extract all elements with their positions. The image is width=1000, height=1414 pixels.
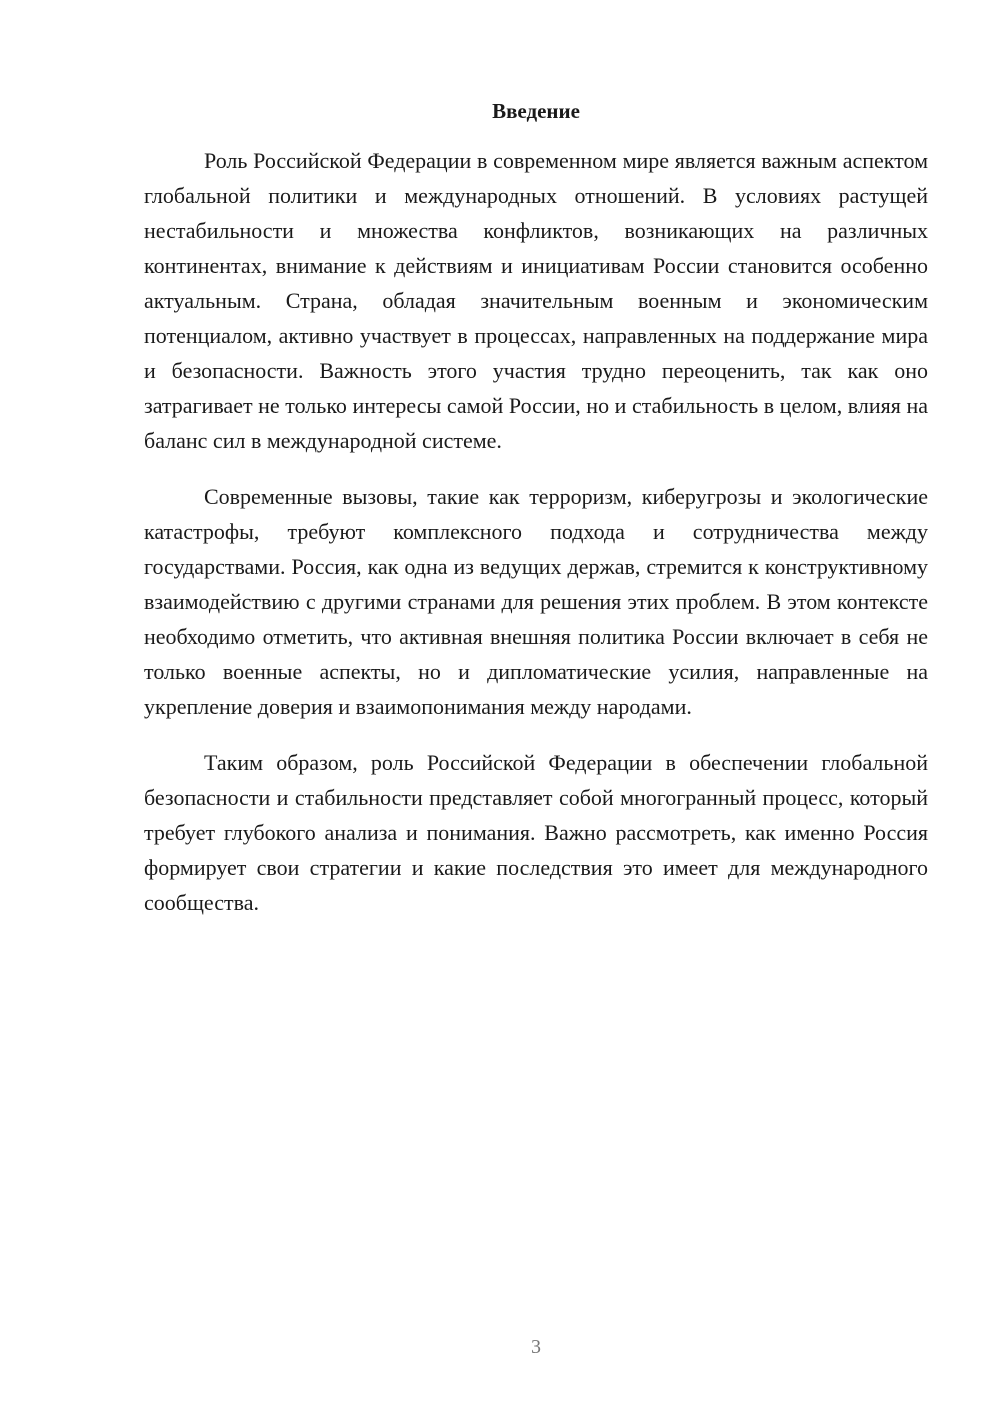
page-number: 3 [531,1336,541,1358]
paragraph-3: Таким образом, роль Российской Федерации в обеспечении глобальной безопасности и стабильности представляет собой многогранный процесс, который требует глубокого анализа и понимания. Важно рассмотреть, как именно Россия формирует свои стратегии и какие последствия это имеет для международного сообщества. [144,750,928,915]
body-text [144,143,928,941]
paragraph-2: Современные вызовы, такие как терроризм, киберугрозы и экологические катастрофы, требуют комплексного подхода и сотрудничества между государствами. Россия, как одна из ведущих держав, стремится к конструктивному взаимодействию с другими странами для решения этих проблем. В этом контексте необходимо отметить, что активная внешняя политика России включает в себя не только военные аспекты, но и дипломатические усилия, направленные на укрепление доверия и взаимопонимания между народами. [144,484,928,719]
section-heading: Введение [492,99,580,123]
paragraph-1: Роль Российской Федерации в современном мире является важным аспектом глобальной политики и международных отношений. В условиях растущей нестабильности и множества конфликтов, возникающих на различных континентах, внимание к действиям и инициативам России становится особенно актуальным. Страна, обладая значительным военным и экономическим потенциалом, активно участвует в процессах, направленных на поддержание мира и безопасности. Важность этого участия трудно переоценить, так как оно затрагивает не только интересы самой России, но и стабильность в целом, влияя на баланс сил в международной системе. [144,148,928,453]
